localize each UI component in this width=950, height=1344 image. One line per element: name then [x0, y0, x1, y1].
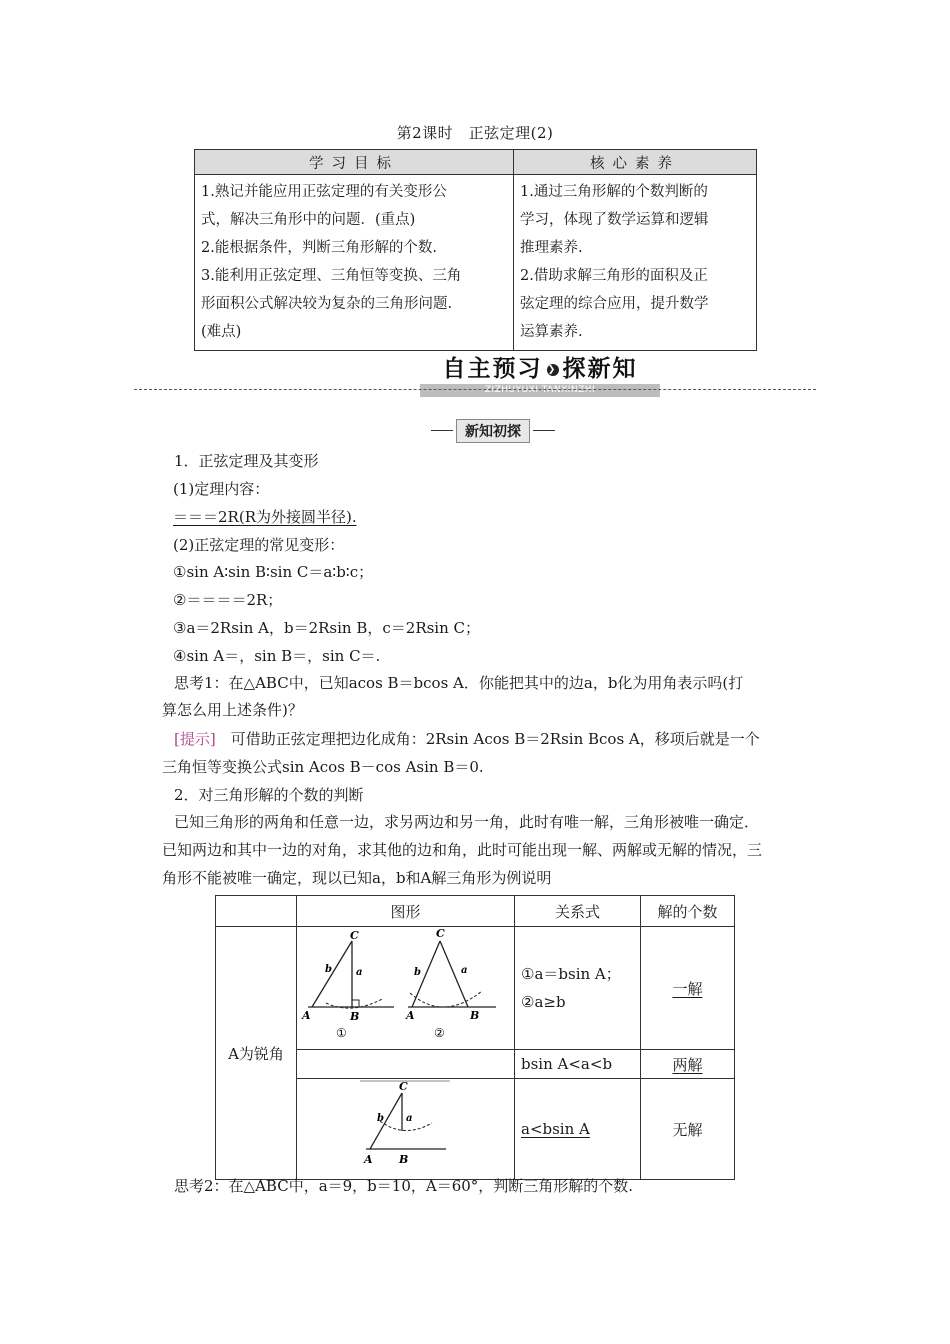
figure-no-solution [297, 1079, 515, 1180]
think1-line2: 算怎么用上述条件)？ [162, 701, 303, 719]
variant-3: ③a＝2Rsin A，b＝2Rsin B，c＝2Rsin C； [173, 619, 481, 637]
theorem-formula: ＝＝＝2R(R为外接圆半径). [173, 508, 357, 526]
think1-line1: 思考1：在△ABC中，已知acos B＝bcos A．你能把其中的边a，b化为用角表示吗(打 [174, 674, 744, 692]
no-solution-diagram [298, 1079, 513, 1175]
relation-none [515, 1079, 641, 1180]
label-A: A [364, 1153, 373, 1166]
literacy-line: 运算素养. [520, 324, 583, 340]
lesson-title: 第2课时 正弦定理(2) [396, 124, 554, 142]
goal-line: 1.熟记并能应用正弦定理的有关变形公 [201, 184, 447, 200]
literacy-line: 弦定理的综合应用，提升数学 [520, 296, 709, 312]
count-two [641, 1050, 735, 1079]
count-none: 无解 [641, 1079, 735, 1180]
label-B: B [470, 1009, 480, 1022]
section2-line2: 已知两边和其中一边的对角，求其他的边和角，此时可能出现一解、两解或无解的情况，三 [162, 841, 763, 859]
label-a: a [406, 1113, 413, 1124]
goals-right-cell [514, 175, 757, 351]
sol-header-figure: 图形 [297, 896, 515, 927]
relation-none-text: a<bsin A [521, 1120, 590, 1138]
label-b: b [325, 964, 332, 975]
subhead [431, 419, 555, 439]
variant-2: ②＝＝＝＝2R； [173, 591, 283, 609]
label-A: A [406, 1009, 415, 1022]
label-C: C [399, 1080, 408, 1093]
theorem-content-label: (1)定理内容： [173, 480, 270, 498]
arc-2 [410, 991, 482, 1007]
count-one [641, 927, 735, 1050]
section1-heading: 1．正弦定理及其变形 [174, 452, 319, 470]
caption-1: ① [336, 1026, 347, 1040]
arrow-icon: ❯ [547, 364, 558, 375]
goal-line: 3.能利用正弦定理、三角恒等变换、三角 [201, 268, 462, 284]
variants-label: (2)正弦定理的常见变形： [173, 536, 345, 554]
goal-line: 形面积公式解决较为复杂的三角形问题. [201, 296, 453, 312]
label-C: C [436, 927, 445, 940]
caption-2: ② [434, 1026, 445, 1040]
hint1-text: 可借助正弦定理把边化成角：2Rsin Acos B＝2Rsin Bcos A，移项后就是一个 [215, 730, 760, 748]
relation-one [515, 927, 641, 1050]
banner-title [420, 350, 660, 382]
label-A: A [302, 1009, 311, 1022]
label-b: b [414, 967, 421, 978]
variant-1: ①sin A∶sin B∶sin C＝a∶b∶c； [173, 563, 374, 581]
section2-heading: 2．对三角形解的个数的判断 [174, 786, 364, 804]
figure-two-solutions [297, 1050, 515, 1079]
subhead-rule-left [431, 430, 453, 431]
label-a: a [461, 965, 468, 976]
side-b [312, 941, 352, 1007]
goal-line: 式，解决三角形中的问题．(重点) [201, 212, 416, 228]
goal-line: 2.能根据条件，判断三角形解的个数. [201, 240, 437, 256]
section2-line3: 角形不能被唯一确定，现以已知a，b和A解三角形为例说明 [162, 869, 552, 887]
goals-table [194, 149, 757, 351]
think2: 思考2：在△ABC中，a＝9，b＝10，A＝60°，判断三角形解的个数. [174, 1177, 634, 1195]
sol-header-relation: 关系式 [515, 896, 641, 927]
relation-line: ②a≥b [521, 993, 566, 1011]
goals-header-left: 学习目标 [195, 150, 514, 175]
label-B: B [350, 1010, 360, 1023]
banner-left-text: 自主预习 [442, 356, 543, 382]
variant-4: ④sin A＝，sin B＝，sin C＝. [173, 647, 381, 665]
subhead-rule-right [533, 430, 555, 431]
side-b [370, 1093, 402, 1149]
count-two-text: 两解 [672, 1055, 703, 1074]
banner-pinyin: ZIZHUYUXI TANXINZHI [420, 384, 660, 397]
hint-tag: [提示] [174, 730, 216, 748]
relation-two: bsin A<a<b [515, 1050, 641, 1079]
label-C: C [350, 929, 359, 942]
goal-line: (难点) [201, 324, 242, 340]
banner-right-text: 探新知 [562, 356, 638, 382]
right-angle-mark [352, 1000, 359, 1007]
figure-one-solution [297, 927, 515, 1050]
label-B: B [399, 1153, 409, 1166]
literacy-line: 2.借助求解三角形的面积及正 [520, 268, 708, 284]
sol-header-count: 解的个数 [641, 896, 735, 927]
literacy-line: 1.通过三角形解的个数判断的 [520, 184, 708, 200]
sol-header-blank [216, 896, 297, 927]
hint1-line1 [174, 729, 760, 749]
label-a: a [356, 967, 363, 978]
solution-table [215, 895, 735, 1180]
goals-header-right: 核心素养 [514, 150, 757, 175]
subhead-label: 新知初探 [456, 419, 530, 443]
literacy-line: 推理素养. [520, 240, 583, 256]
one-solution-diagram [298, 927, 513, 1045]
count-one-text: 一解 [672, 979, 703, 998]
relation-line: ①a＝bsin A； [521, 965, 621, 983]
section2-line1: 已知三角形的两角和任意一边，求另两边和另一角，此时有唯一解，三角形被唯一确定． [174, 813, 760, 831]
sol-row-label: A为锐角 [216, 927, 297, 1180]
literacy-line: 学习，体现了数学运算和逻辑 [520, 212, 709, 228]
label-b: b [377, 1113, 384, 1124]
hint1-line2: 三角恒等变换公式sin Acos B－cos Asin B＝0. [162, 758, 484, 776]
goals-left-cell [195, 175, 514, 351]
dashed-divider [134, 389, 816, 390]
